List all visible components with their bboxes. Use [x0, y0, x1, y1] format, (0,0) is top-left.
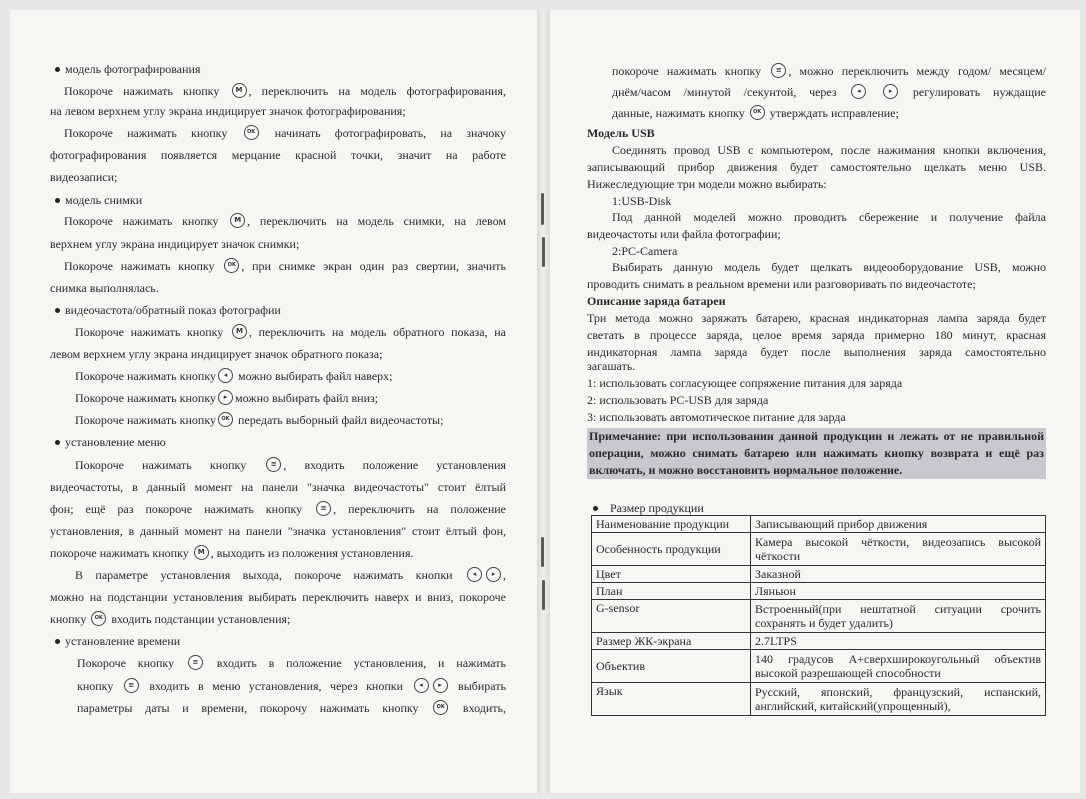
para-playback-down: Покороче нажимать кнопку ▸ можно выбирать файл вниз; [75, 391, 379, 405]
menu-button-icon: ≡ [266, 457, 281, 472]
up-button-icon: ◂ [414, 678, 429, 693]
book-spine [537, 10, 550, 793]
pc-camera-label: 2:PC-Camera [612, 244, 678, 258]
note-highlight [587, 428, 1046, 479]
menu-button-icon: ≡ [188, 655, 203, 670]
staple-2 [542, 237, 545, 267]
para-time-1: Покороче кнопку ≡ входить в положение установления, и нажимать [77, 656, 506, 670]
up-button-icon: ◂ [851, 84, 866, 99]
battery-method-1: 1: использовать согласующее сопряжение питания для заряда [587, 376, 903, 390]
para-battery-2: светать в процессе заряда, целое время заряда примерно 180 минут, красная [587, 328, 1046, 342]
heading-product-size: Размер продукции [593, 501, 704, 515]
para-playback-ok: Покороче нажимать кнопку OK передать выборный файл видеочастоты; [75, 413, 444, 427]
note-line-1: Примечание: при использовании данной продукции и лежать от не правильной [589, 429, 1044, 443]
heading-battery: Описание заряда батареи [587, 294, 726, 308]
ok-button-icon: OK [244, 125, 259, 140]
para-menu-6: В параметре установления выхода, покороче нажимать кнопки ◂ ▸ , [75, 568, 506, 582]
menu-button-icon: ≡ [771, 63, 786, 78]
para-pc-camera-1: Выбирать данную модель будет щелкать видеооборудование USB, можно [612, 260, 1046, 274]
note-line-2: операции, можно снимать батарею или нажимать кнопку возврата и ещё раз [589, 446, 1044, 460]
table-row: G-sensor Встроенный(при нештатной ситуации срочить сохранять и будет удалить) [592, 600, 1046, 633]
para-time-cont-3: данные, нажимать кнопку OK утверждать исправление; [612, 106, 899, 120]
para-playback-2: левом верхнем углу экрана индицирует значок обратного показа; [50, 347, 383, 361]
para-battery-4: загашать. [587, 359, 636, 373]
heading-photo-mode: модель фотографирования [55, 62, 201, 76]
para-menu-1: Покороче нажимать кнопку ≡ , входить положение установления [75, 458, 507, 472]
para-time-2: кнопку ≡ входить в меню установления, через кнопки ◂ ▸ выбирать [77, 679, 507, 693]
ok-button-icon: OK [91, 611, 106, 626]
down-button-icon: ▸ [486, 567, 501, 582]
heading-menu-setup: установление меню [55, 435, 166, 449]
para-playback-1: Покороче нажимать кнопку M , переключить на модель обратного показа, на [75, 325, 507, 339]
heading-playback: видеочастота/обратный показ фотографии [55, 303, 281, 317]
para-menu-2: видеочастоты, в данный момент на панели "значка видеочастоты" стоит ёлтый [50, 480, 506, 494]
para-photo-start-2: фотографирования появляется мерцание красной точки, значит на работе [50, 148, 506, 162]
para-usb-2: записывающий прибор движения будет самостоятельно щелкать меню USB. [587, 160, 1046, 174]
para-menu-4: установления, в данный момент на панели "значка установления" стоит ёлтый фон, [50, 524, 506, 538]
table-row: Наименование продукции Записывающий прибор движения [592, 516, 1046, 533]
staple-4 [542, 580, 545, 610]
staple-3 [541, 537, 544, 567]
down-button-icon: ▸ [883, 84, 898, 99]
para-pc-camera-2: проводить снимать в реальном времени или разговоривать по видеочастоте; [587, 277, 976, 291]
para-menu-3: фон; ещё раз покороче нажимать кнопку ≡ , переключить на положение [50, 502, 506, 516]
menu-button-icon: ≡ [124, 678, 139, 693]
heading-time-setup: установление времени [55, 634, 180, 648]
para-time-3: параметры даты и времени, покорочу нажимать кнопку OK входить, [77, 701, 507, 715]
para-snapshot-3: Покороче нажимать кнопку OK , при снимке экран один раз свертии, значить [64, 259, 506, 273]
mode-button-icon: M [232, 83, 247, 98]
para-usb-disk-1: Под данной моделей можно проводить сбережение и получение файла [612, 210, 1046, 224]
para-photo-start-3: видеозаписи; [50, 170, 118, 184]
usb-disk-label: 1:USB-Disk [612, 194, 672, 208]
para-usb-1: Соединять провод USB с компьютером, после нажимания кнопки включения, [612, 143, 1046, 157]
battery-method-3: 3: использовать автомотическое питание для зарда [587, 410, 846, 424]
para-photo-start: Покороче нажимать кнопку OK начинать фотографировать, на значоку [64, 126, 507, 140]
table-row: Объектив 140 градусов A+сверхширокоугольный объектив высокой разрешающей способности [592, 650, 1046, 683]
mode-button-icon: M [194, 545, 209, 560]
ok-button-icon: OK [433, 700, 448, 715]
spec-table [591, 515, 1046, 716]
para-snapshot-4: снимка выполнялась. [50, 281, 159, 295]
para-photo-mode-1: Покороче нажимать кнопку M , переключить на модель фотографирования, [64, 84, 506, 98]
para-snapshot-1: Покороче нажимать кнопку M , переключить на модель снимки, на левом [64, 214, 507, 228]
ok-button-icon: OK [750, 105, 765, 120]
ok-button-icon: OK [218, 412, 233, 427]
mode-button-icon: M [232, 324, 247, 339]
para-playback-up: Покороче нажимать кнопку ◂ можно выбирать файл наверх; [75, 369, 393, 383]
heading-usb-mode: Модель USB [587, 126, 655, 140]
battery-method-2: 2: использовать PC-USB для заряда [587, 393, 769, 407]
para-snapshot-2: верхнем углу экрана индицирует значок снимки; [50, 237, 300, 251]
table-row: Язык Русский, японский, французский, испанский, английский, китайский(упрощенный), [592, 683, 1046, 716]
para-time-cont-2: днём/часом /минутой /секунтой, через ◂ ▸ регулировать нуждащие [612, 85, 1046, 99]
up-button-icon: ◂ [467, 567, 482, 582]
para-time-cont-1: покороче нажимать кнопку ≡ , можно переключить между годом/ месяцем/ [612, 64, 1047, 78]
para-usb-disk-2: видеочастоты или файла фотографии; [587, 227, 781, 241]
table-row: Размер ЖК-экрана 2.7LTPS [592, 633, 1046, 650]
para-photo-mode-2: на левом верхнем углу экрана индицирует значок фотографирования; [50, 104, 406, 118]
down-button-icon: ▸ [218, 390, 233, 405]
table-row: Цвет Заказной [592, 566, 1046, 583]
down-button-icon: ▸ [433, 678, 448, 693]
menu-button-icon: ≡ [316, 501, 331, 516]
table-row: План Ляньюн [592, 583, 1046, 600]
para-menu-7: можно на подстанции установления выбирать переключить наверх и вниз, покороче [50, 590, 506, 604]
staple-1 [541, 193, 544, 225]
mode-button-icon: M [230, 213, 245, 228]
table-row: Особенность продукции Камера высокой чёткости, видеозапись высокой чёткости [592, 533, 1046, 566]
para-usb-3: Нижеследующие три модели можно выбирать: [587, 177, 827, 191]
para-menu-5: покороче нажимать кнопку M , выходить из положения установления. [50, 546, 414, 560]
para-battery-3: индикаторная лампа заряда будет после выполнения заряда самостоятельно [587, 345, 1046, 359]
ok-button-icon: OK [224, 258, 239, 273]
para-battery-1: Три метода можно заряжать батарею, красная индикаторная лампа заряда будет [587, 311, 1046, 325]
note-line-3: включать, и можно восстановить нормальное положение. [589, 463, 903, 477]
up-button-icon: ◂ [218, 368, 233, 383]
para-menu-8: кнопку OK входить подстанции установления; [50, 612, 291, 626]
heading-snapshot-mode: модель снимки [55, 193, 142, 207]
